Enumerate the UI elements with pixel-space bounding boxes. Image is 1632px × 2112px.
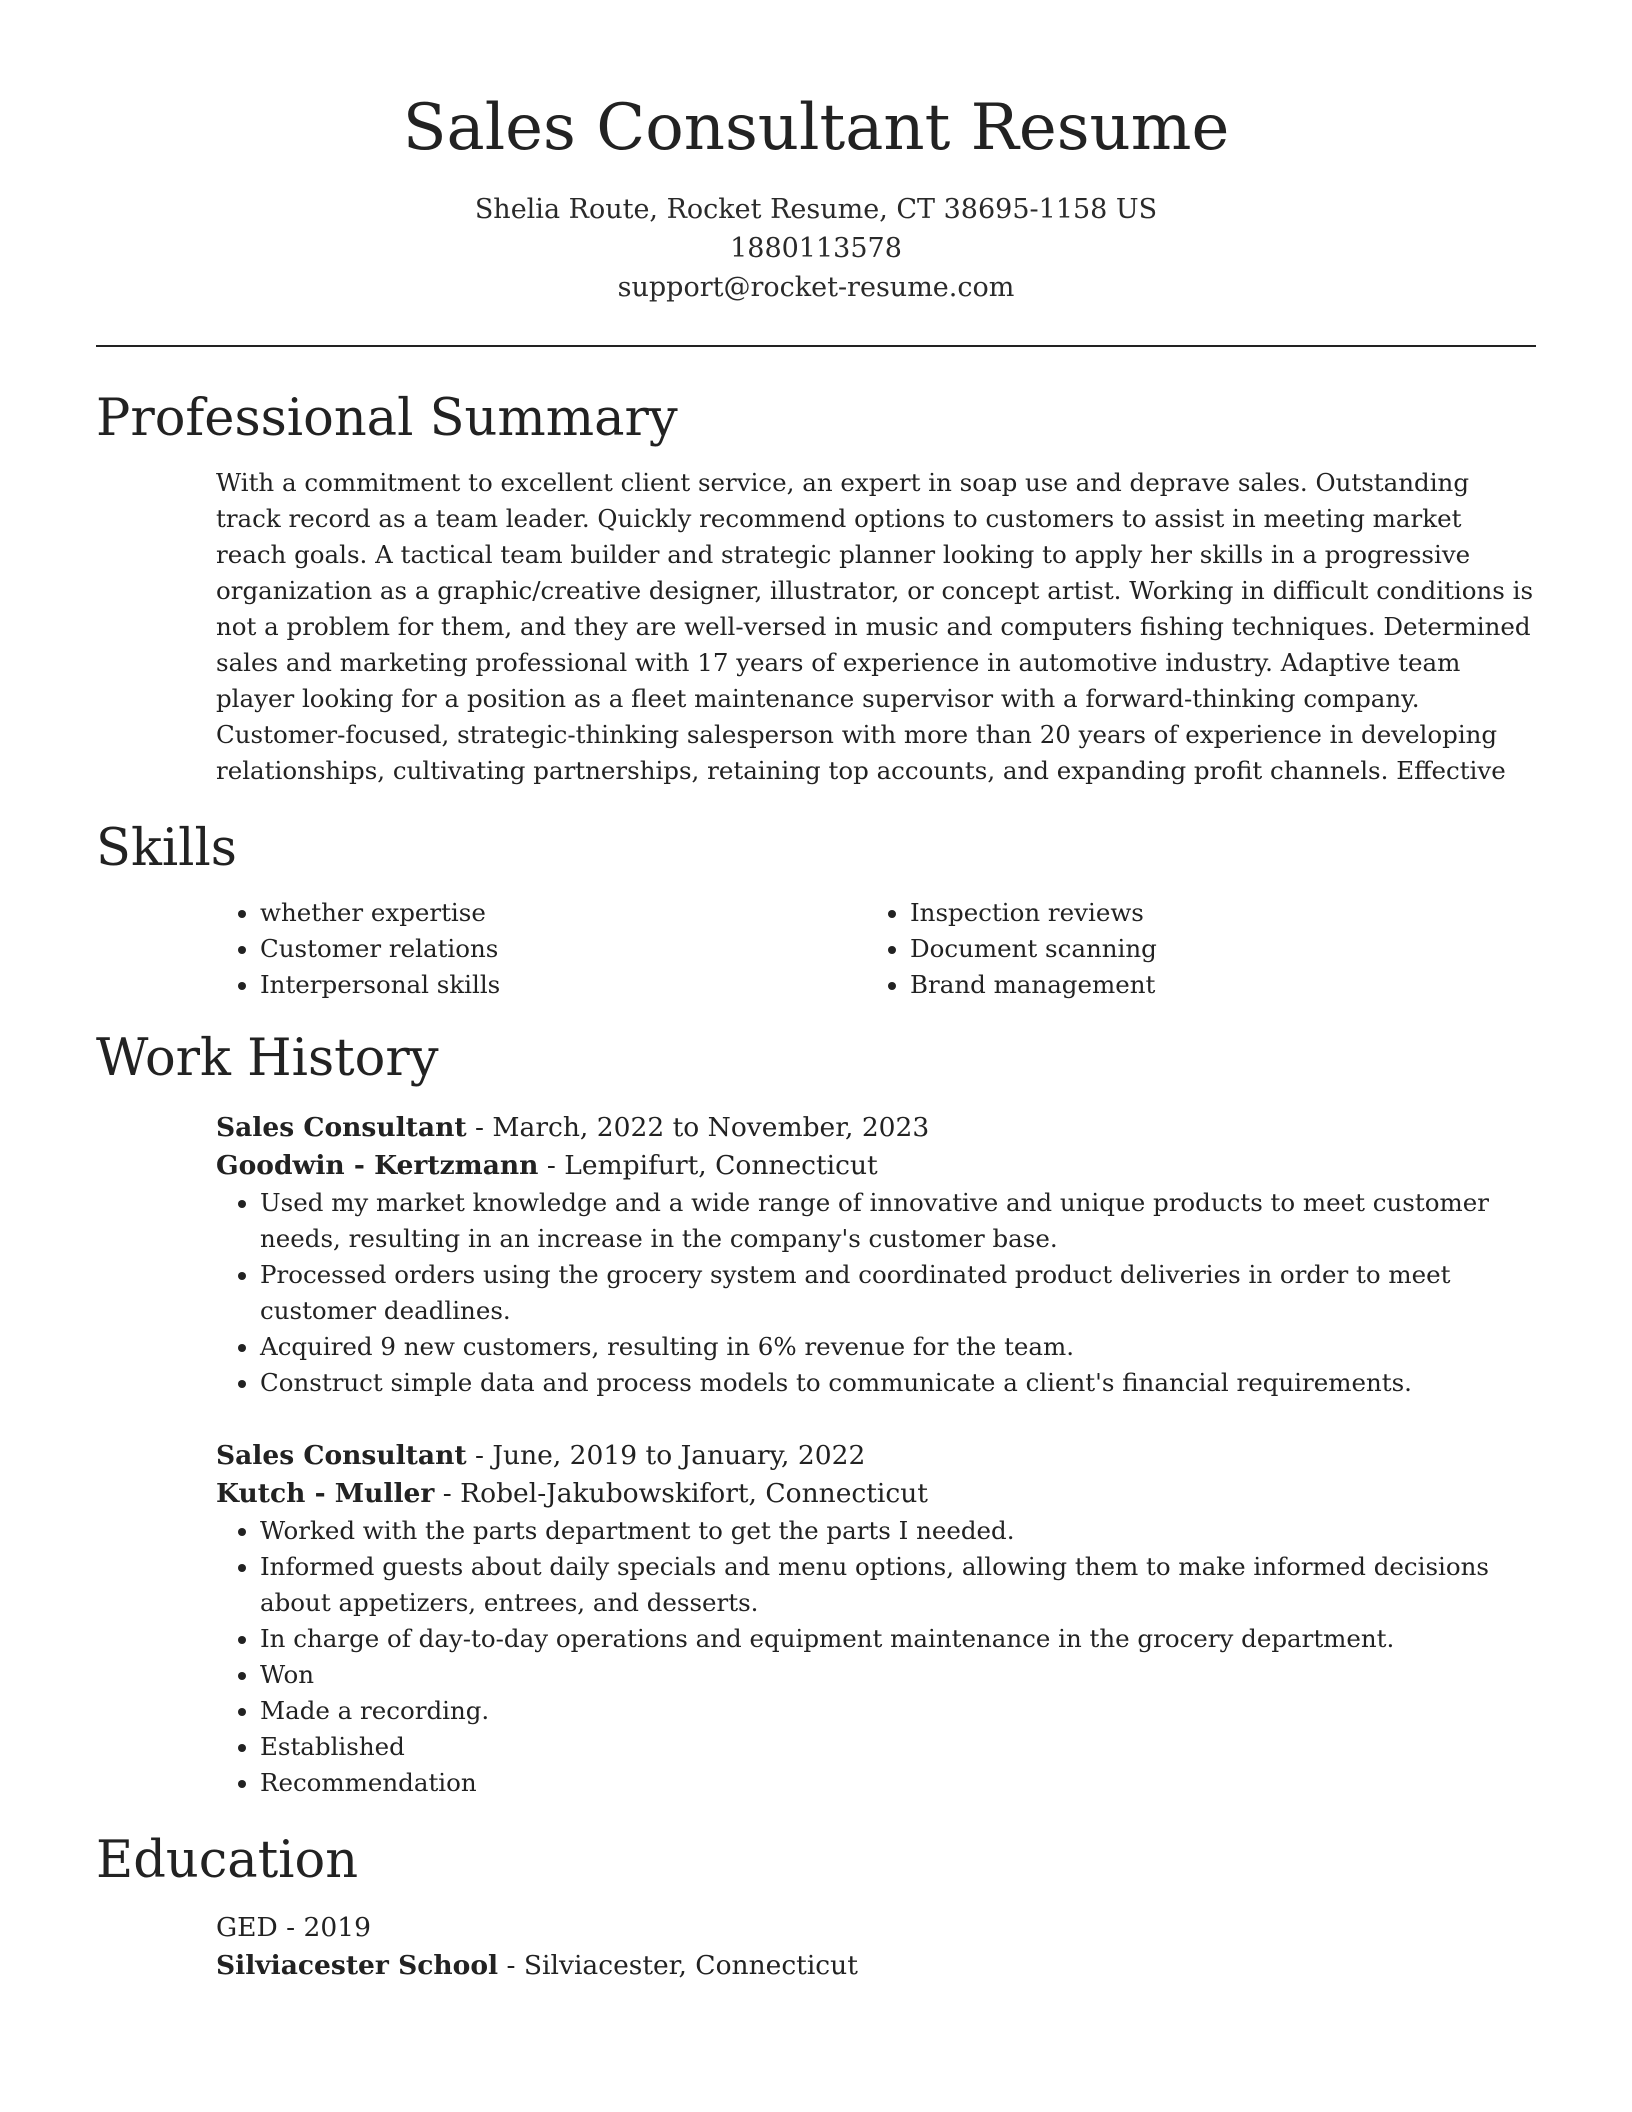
resume-title: Sales Consultant Resume [402, 91, 1230, 165]
contact-phone: 1880113578 [730, 233, 902, 264]
skill-item: • Inspection reviews [910, 895, 1536, 931]
job-company: Kutch - Muller [216, 1478, 435, 1509]
job-bullet: • Acquired 9 new customers, resulting in 6% revenue for the team. [260, 1329, 1536, 1365]
job-bullet: • Worked with the parts department to get the parts I needed. [260, 1513, 1536, 1549]
job-company: Goodwin - Kertzmann [216, 1150, 539, 1181]
job-entry [216, 1437, 1536, 1801]
job-title: Sales Consultant [216, 1440, 467, 1471]
skill-item: • Customer relations [260, 931, 866, 967]
job-bullet: • Established [260, 1729, 1536, 1765]
education-school: Silviacester School [216, 1950, 499, 1981]
skill-item: • Brand management [910, 967, 1536, 1003]
contact-email: support@rocket-resume.com [617, 272, 1015, 303]
skills-grid [216, 895, 1536, 1003]
education-degree: GED - 2019 [216, 1912, 372, 1943]
contact-address: Shelia Route, Rocket Resume, CT 38695-1158 US [474, 194, 1158, 225]
work-history-section [96, 1109, 1536, 1801]
summary-section [96, 465, 1536, 789]
job-bullet: • Processed orders using the grocery system and coordinated product deliveries in order to meet customer deadlines. [260, 1257, 1536, 1329]
job-company-line [216, 1147, 1536, 1185]
job-title: Sales Consultant [216, 1112, 467, 1143]
job-bullet: • Made a recording. [260, 1693, 1536, 1729]
education-section [96, 1909, 1536, 1985]
skill-item: • Interpersonal skills [260, 967, 866, 1003]
job-title-line [216, 1109, 1536, 1147]
job-bullet: • Won [260, 1657, 1536, 1693]
summary-text: With a commitment to excellent client service, an expert in soap use and deprave sales. Outstanding track record as a team leader. Quickly recommend options to customers to assist in meeting market reach goals. A tactical team builder and strategic planner looking to apply her skills in a progressive organization as a graphic/creative designer, illustrator, or concept artist. Working in difficult conditions is not a problem for them, and they are well-versed in music and computers fishing techniques. Determined sales and marketing professional with 17 years of experience in automotive industry. Adaptive team player looking for a position as a fleet maintenance supervisor with a forward-thinking company. Customer-focused, strategic-thinking salesperson with more than 20 years of experience in developing relationships, cultivating partnerships, retaining top accounts, and expanding profit channels. Effective [216, 468, 1534, 785]
job-dates: - June, 2019 to January, 2022 [466, 1440, 866, 1471]
job-title-line [216, 1437, 1536, 1475]
education-school-line [216, 1947, 1536, 1985]
header-divider [96, 345, 1536, 347]
job-bullets [216, 1185, 1536, 1401]
section-heading-skills: Skills [96, 819, 237, 878]
education-location: - Silviacester, Connecticut [498, 1950, 858, 1981]
section-heading-summary: Professional Summary [96, 389, 678, 448]
job-company-line [216, 1475, 1536, 1513]
skills-section [96, 895, 1536, 1003]
job-bullet: • Used my market knowledge and a wide range of innovative and unique products to meet customer needs, resulting in an increase in the company's customer base. [260, 1185, 1536, 1257]
job-entry [216, 1109, 1536, 1401]
skills-list-right [866, 895, 1536, 1003]
section-heading-education: Education [96, 1831, 359, 1890]
job-bullet: • Construct simple data and process models to communicate a client's financial requirements. [260, 1365, 1536, 1401]
contact-info [96, 190, 1536, 307]
job-location: - Lempifurt, Connecticut [538, 1150, 878, 1181]
section-heading-work-history: Work History [96, 1029, 439, 1088]
job-dates: - March, 2022 to November, 2023 [466, 1112, 930, 1143]
job-bullets [216, 1513, 1536, 1801]
job-location: - Robel-Jakubowskifort, Connecticut [434, 1478, 928, 1509]
skill-item: • whether expertise [260, 895, 866, 931]
education-entry [216, 1909, 1536, 1985]
job-bullet: • In charge of day-to-day operations and equipment maintenance in the grocery department. [260, 1621, 1536, 1657]
job-bullet: • Recommendation [260, 1765, 1536, 1801]
job-bullet: • Informed guests about daily specials and menu options, allowing them to make informed decisions about appetizers, entrees, and desserts. [260, 1549, 1536, 1621]
skill-item: • Document scanning [910, 931, 1536, 967]
skills-list-left [216, 895, 866, 1003]
